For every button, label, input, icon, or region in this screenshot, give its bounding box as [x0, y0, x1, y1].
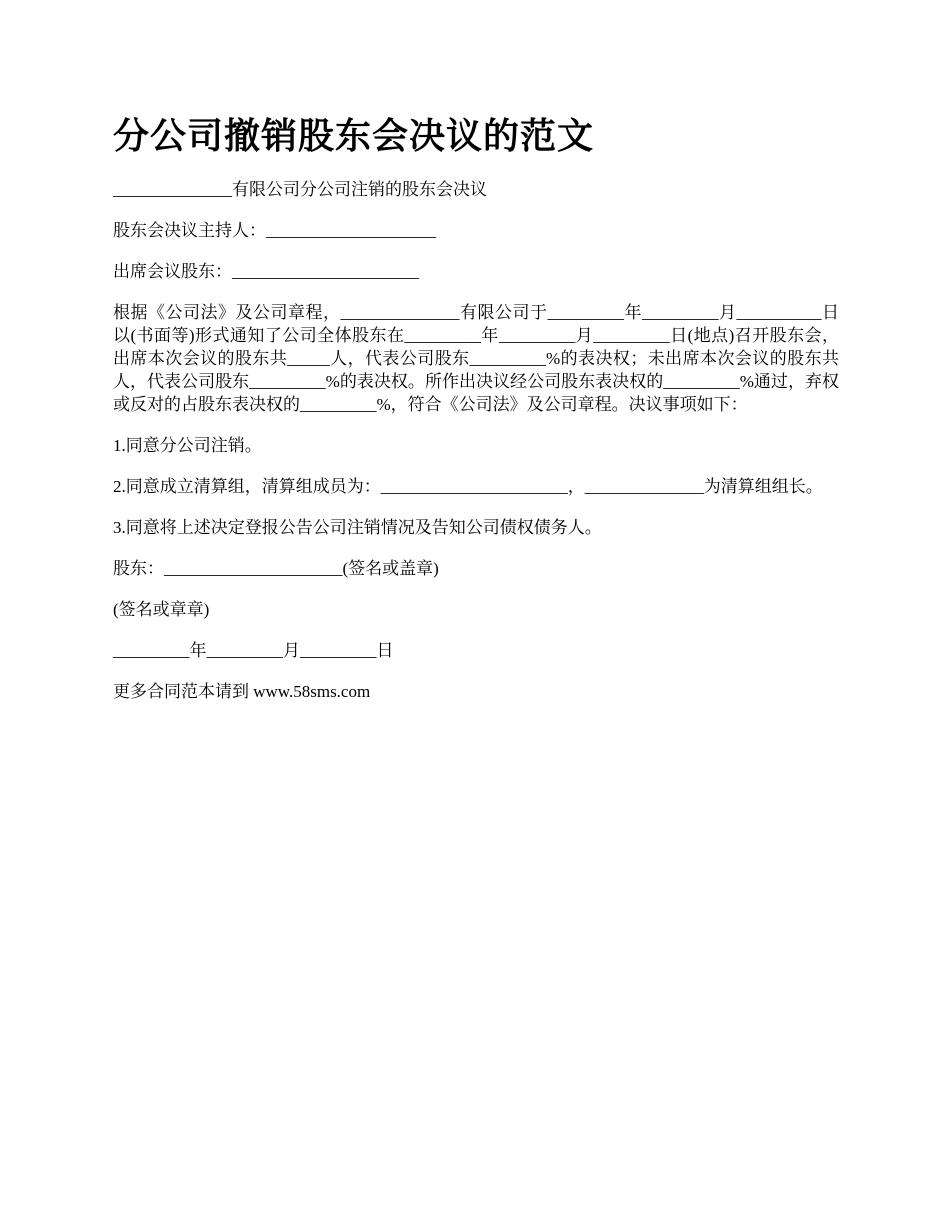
- signature-note: (签名或章章): [113, 600, 210, 619]
- meeting-details-paragraph: 根据《公司法》及公司章程，______________有限公司于_________年_________月__________日以(书面等)形式通知了公司全体股东在_________年_________月_________日(地点)召开股东会，出席本次会议的股东共_____人，代表公司股东_________%的表决权；未出席本次会议的股东共人，代表公司股东_________%的表决权。所作出决议经公司股东表决权的_________%通过，弃权或反对的占股东表决权的_________%，符合《公司法》及公司章程。决议事项如下：: [113, 303, 839, 414]
- resolution-heading-line: ______________有限公司分公司注销的股东会决议: [113, 180, 487, 199]
- document-title: 分公司撤销股东会决议的范文: [113, 116, 595, 156]
- shareholder-signature-line: 股东：_____________________(签名或盖章): [113, 559, 439, 578]
- resolution-item-3: 3.同意将上述决定登报公告公司注销情况及告知公司债权债务人。: [113, 518, 602, 537]
- attending-shareholders-line: 出席会议股东：______________________: [113, 262, 419, 281]
- resolution-item-1: 1.同意分公司注销。: [113, 436, 262, 455]
- meeting-host-line: 股东会决议主持人：____________________: [113, 221, 436, 240]
- resolution-item-2: 2.同意成立清算组，清算组成员为：______________________，______________为清算组组长。: [113, 477, 823, 496]
- footer-source-line: 更多合同范本请到 www.58sms.com: [113, 682, 371, 701]
- date-line: _________年_________月_________日: [113, 641, 394, 660]
- document-body: [113, 178, 839, 721]
